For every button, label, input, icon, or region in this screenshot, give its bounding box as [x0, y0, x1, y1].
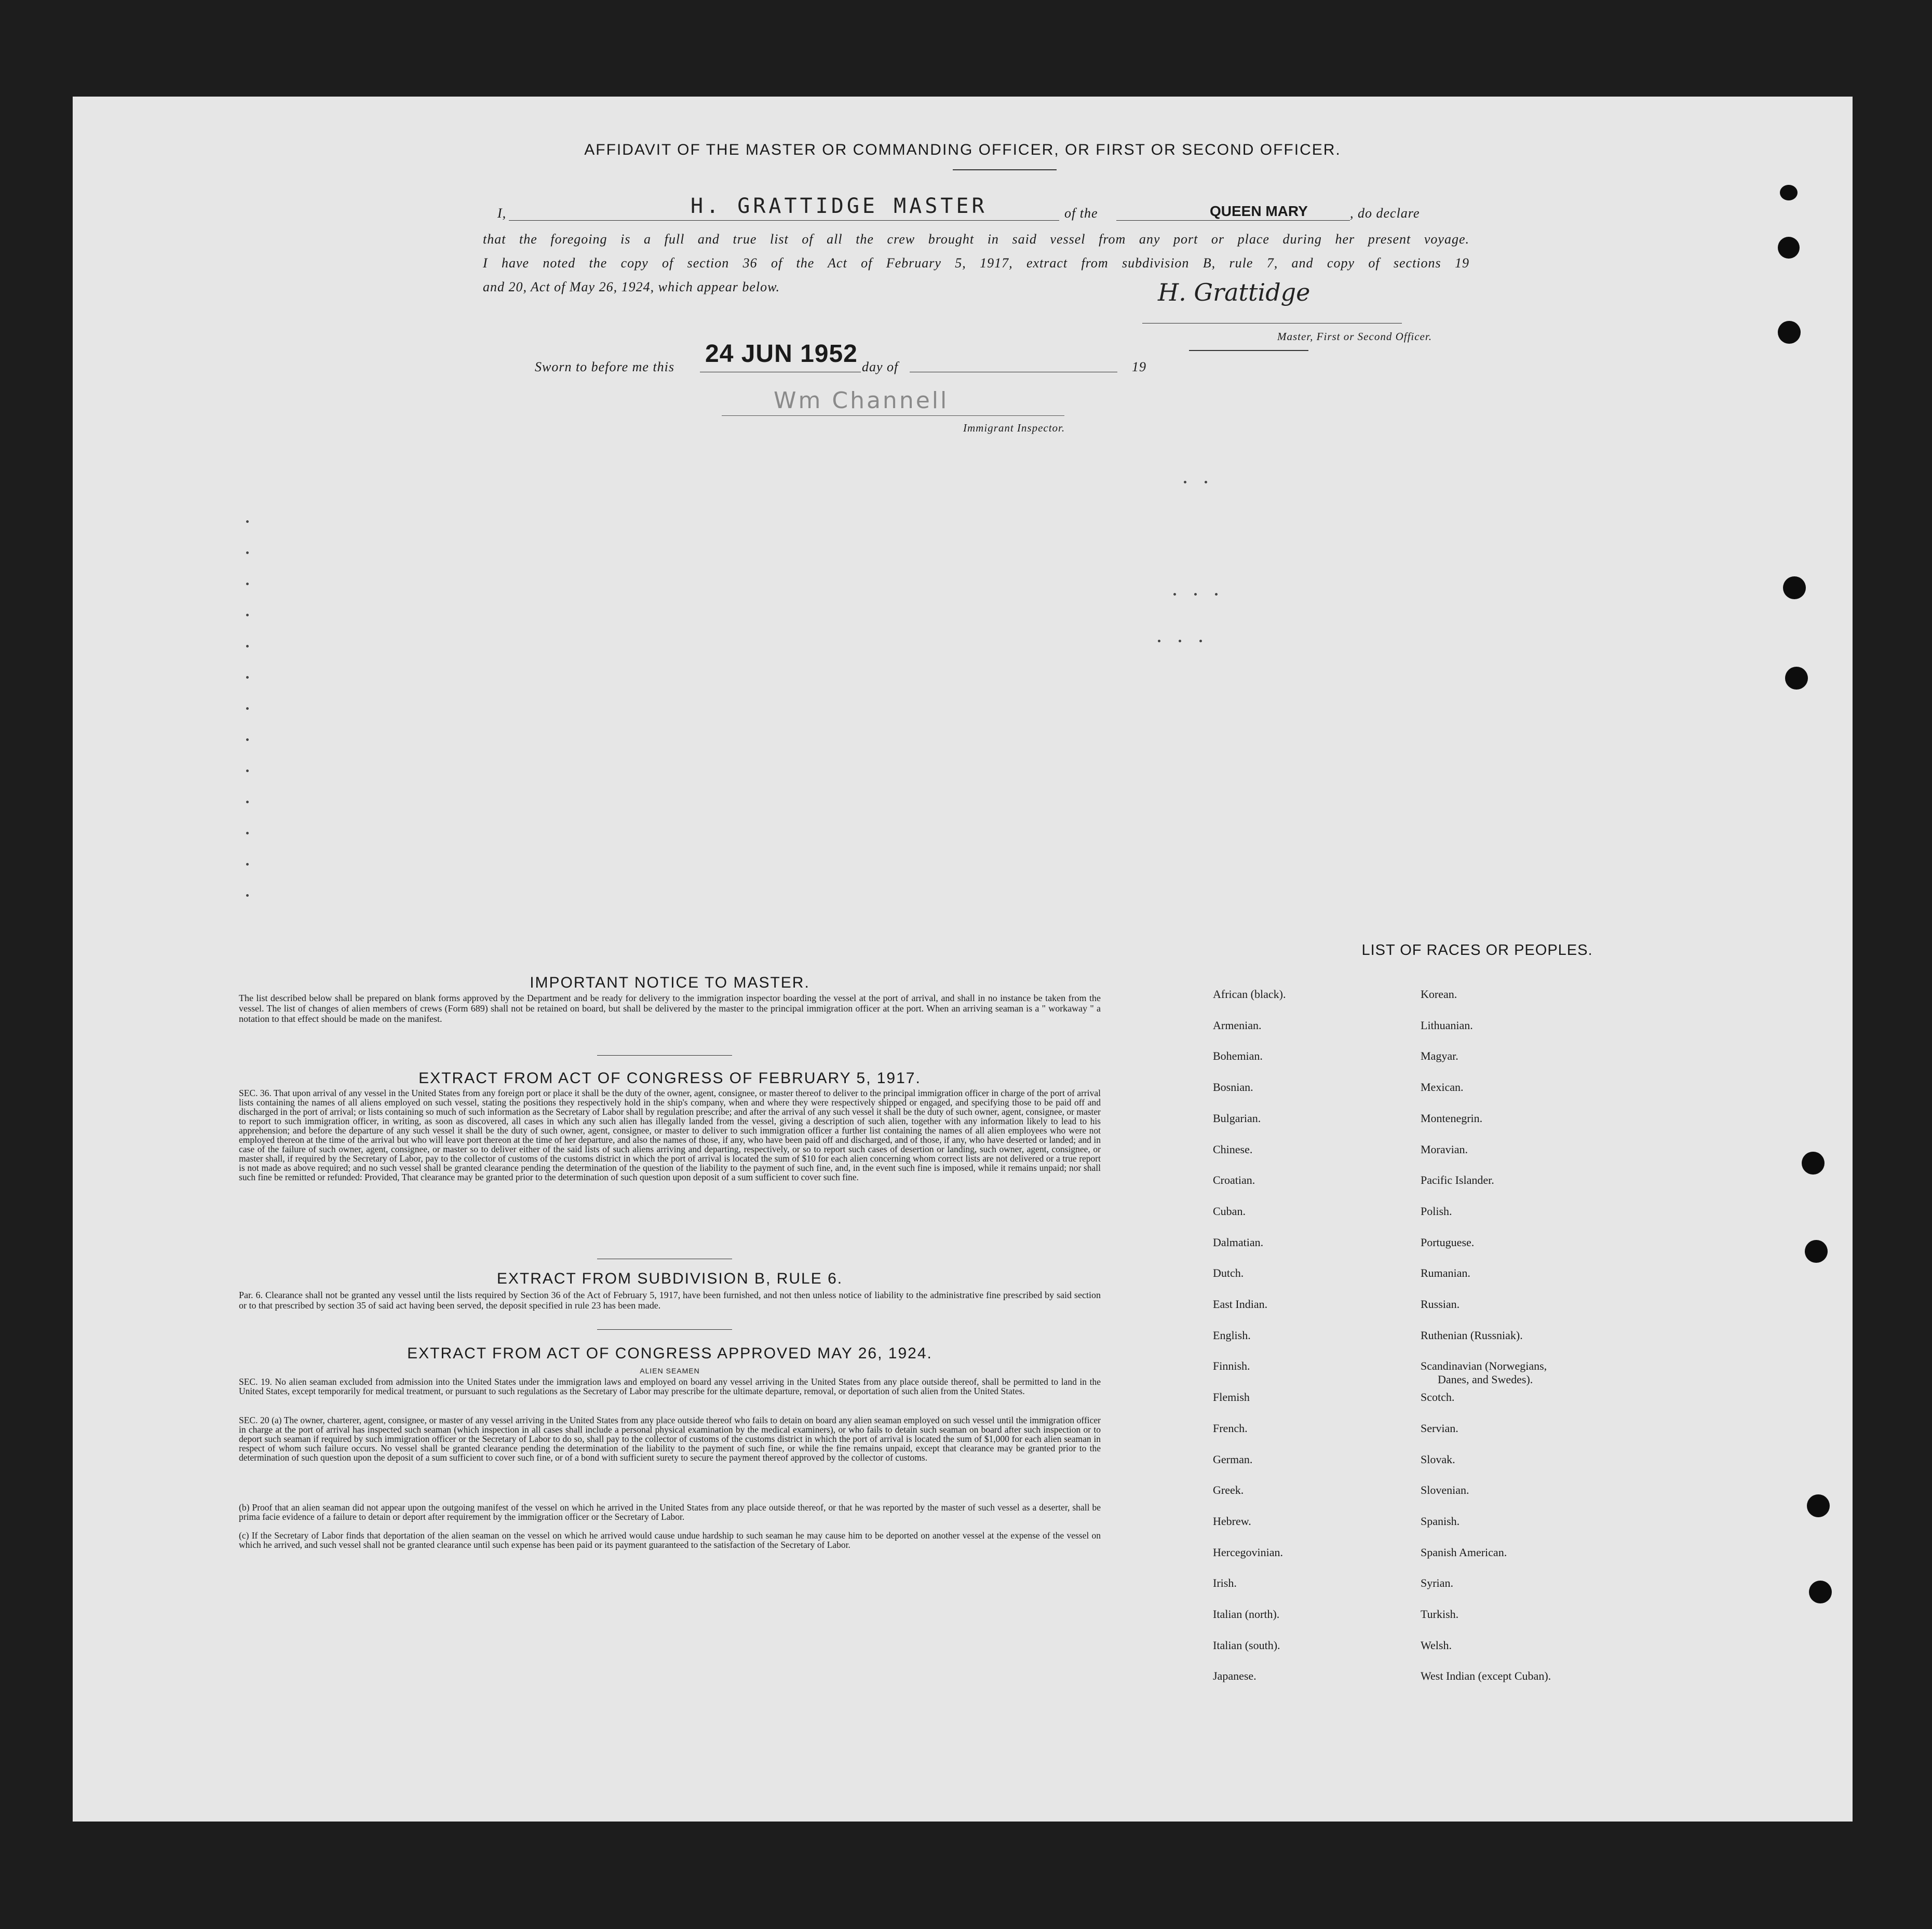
race-item: Greek. [1213, 1483, 1244, 1497]
binder-hole [1809, 1581, 1832, 1603]
race-item: Spanish. [1421, 1514, 1460, 1528]
binder-hole [1778, 321, 1801, 344]
notice-title: IMPORTANT NOTICE TO MASTER. [530, 974, 810, 991]
divider [953, 169, 1057, 170]
document-page [73, 97, 1853, 1822]
race-item: Mexican. [1421, 1081, 1464, 1094]
extract-1924-sec20b: (b) Proof that an alien seaman did not appear upon the outgoing manifest of the vessel on which he arrived in the United States from any place outside thereof, or that he was reported by the master of such vessel as a deserter, shall be prima facie evidence of a failure to detain or deport after requirement by the immigration officer or the Secretary of Labor. [239, 1502, 1101, 1522]
master-name-handwritten: H. GRATTIDGE MASTER [691, 194, 988, 218]
vessel-name: QUEEN MARY [1210, 203, 1308, 219]
race-item: Welsh. [1421, 1638, 1452, 1652]
master-signature: H. Grattidge [1158, 278, 1310, 306]
affidavit-pre-name: I, [497, 206, 507, 221]
race-item: Korean. [1421, 988, 1457, 1001]
race-item: Armenian. [1213, 1018, 1262, 1032]
binder-hole [1807, 1494, 1830, 1517]
race-item: English. [1213, 1328, 1251, 1342]
race-item: West Indian (except Cuban). [1421, 1669, 1551, 1683]
race-item: Croatian. [1213, 1173, 1255, 1187]
sworn-prefix: Sworn to before me this [535, 359, 675, 374]
binder-hole [1802, 1152, 1825, 1175]
extract-1924-sec20a: SEC. 20 (a) The owner, charterer, agent, consignee, or master of any vessel arriving in the United States from any place outside thereof who fails to detain on board any alien seaman employed on such vessel until the immigration officer in charge at the port of arrival has inspected such seaman (which inspection in all cases shall include a personal physical examination by the medical examiners), or who fails to detain such seaman on board after such inspection or to deport such seaman if required by such immigration officer or the Secretary of Labor to do so, shall pay to the collector of customs of the customs district in which the port of arrival is located the sum of $1,000 for each alien seaman in respect of whom such failure occurs. No vessel shall be granted clearance pending the determination of the liability to the payment of such fine, or while the fine remains unpaid, except that clearance may be granted prior to the determination of such question upon the deposit of a sum sufficient to cover such fine, or of a bond with sufficient surety to secure the payment thereof approved by the collector of customs. [239, 1415, 1101, 1463]
affidavit-line-4: and 20, Act of May 26, 1924, which appear below. [483, 279, 780, 294]
race-item: Italian (north). [1213, 1608, 1280, 1621]
extract-rule6-body: Par. 6. Clearance shall not be granted any vessel until the lists required by Section 36 of the Act of February 5, 1917, have been furnished, and not then unless notice of liability to the administrative fine prescribed by said section or to that prescribed by section 35 of said act having been served, the deposit specified in rule 23 has been made. [239, 1290, 1101, 1311]
race-item: African (black). [1213, 988, 1286, 1001]
affidavit-line-2: that the foregoing is a full and true list of all the crew brought in said vessel from any port or place during her present voyage. [483, 232, 1469, 247]
race-item: Bosnian. [1213, 1081, 1253, 1094]
inspector-signature: Wm Channell [774, 387, 949, 414]
of-the-label: of the [1064, 206, 1098, 221]
race-item: Russian. [1421, 1298, 1460, 1311]
race-item: Turkish. [1421, 1608, 1459, 1621]
extract-1917-title: EXTRACT FROM ACT OF CONGRESS OF FEBRUARY 5, 1917. [418, 1070, 921, 1087]
race-item: Hebrew. [1213, 1514, 1251, 1528]
race-item: Irish. [1213, 1576, 1237, 1590]
race-item: French. [1213, 1421, 1248, 1435]
race-item: Bulgarian. [1213, 1111, 1261, 1125]
race-item: Dalmatian. [1213, 1235, 1264, 1249]
extract-1924-subtitle: ALIEN SEAMEN [640, 1367, 700, 1375]
extract-1917-body: SEC. 36. That upon arrival of any vessel in the United States from any foreign port or place it shall be the duty of the owner, agent, consignee, or master thereof to deliver to the principal immigration officer in charge of the port of arrival lists containing the names of all aliens employed on such vessel, stating the positions they respectively hold in the ship's company, when and where they were respectively shipped or engaged, and specifying those to be paid off and discharged in the port of arrival; or lists containing so much of such information as the Secretary of Labor shall by regulation prescribe; and after the arrival of any such vessel it shall be the duty of such owner, agent, consignee, or master to report to such immigration officer, in writing, as soon as discovered, all cases in which any such alien has illegally landed from the vessel, giving a description of such alien, together with any information likely to lead to his apprehension; and before the departure of any such vessel it shall be the duty of such owner, agent, consignee, or master to deliver to such immigration officer a further list containing the names of all alien employees who were not employed thereon at the time of the arrival but who will leave port thereon at the time of her departure, and also the names of those, if any, who have been paid off and discharged, and of those, if any, who have deserted or landed; and in case of the failure of such owner, agent, consignee, or master so to deliver either of the said lists of such aliens arriving and departing, respectively, or so to report such cases of desertion or landing, such owner, agent, consignee, or master shall, if required by the Secretary of Labor, pay to the collector of customs of the customs district in which the port of arrival is located the sum of $10 for each alien concerning whom correct lists are not delivered or a true report is not made as above required; and no such vessel shall be granted clearance pending the determination of the question of the liability to the payment of such fine, and, in the event such fine is imposed, while it remains unpaid; nor shall such fine be remitted or refunded: Provided, That clearance may be granted prior to the determination of such question upon deposit of a sum sufficient to cover such fine. [239, 1088, 1101, 1182]
race-item: Lithuanian. [1421, 1018, 1473, 1032]
notice-body: The list described below shall be prepared on blank forms approved by the Department and be ready for delivery to the immigration inspector boarding the vessel at the port of arrival, and shall in no instance be taken from the vessel. The list of changes of alien members of crews (Form 689) shall not be retained on board, but shall be delivered by the master to the principal immigration officer at the port. When an arriving seaman is a " workaway " a notation to that effect should be made on the manifest. [239, 993, 1101, 1024]
binder-hole [1780, 185, 1798, 200]
race-item: Pacific Islander. [1421, 1173, 1494, 1187]
extract-1924-title: EXTRACT FROM ACT OF CONGRESS APPROVED MAY 26, 1924. [407, 1345, 933, 1362]
race-item: Montenegrin. [1421, 1111, 1483, 1125]
binder-hole [1778, 237, 1800, 259]
race-item: Spanish American. [1421, 1545, 1507, 1559]
race-item: Ruthenian (Russniak). [1421, 1328, 1523, 1342]
race-item: Slovenian. [1421, 1483, 1469, 1497]
race-item: East Indian. [1213, 1298, 1268, 1311]
race-item: Japanese. [1213, 1669, 1257, 1683]
race-item: Moravian. [1421, 1142, 1468, 1156]
affidavit-line-3: I have noted the copy of section 36 of the Act of February 5, 1917, extract from subdivision B, rule 7, and copy of sections 19 [483, 255, 1469, 271]
race-item: Cuban. [1213, 1204, 1246, 1218]
affidavit-title: AFFIDAVIT OF THE MASTER OR COMMANDING OFFICER, OR FIRST OR SECOND OFFICER. [584, 141, 1341, 158]
day-of-label: day of [862, 359, 899, 374]
race-item: Hercegovinian. [1213, 1545, 1283, 1559]
signer-caption: Master, First or Second Officer. [1277, 330, 1432, 343]
race-item: Scandinavian (Norwegians, Danes, and Swedes). [1421, 1359, 1547, 1386]
extract-1924-sec20c: (c) If the Secretary of Labor finds that deportation of the alien seaman on the vessel on which he arrived would cause undue hardship to such seaman he may cause him to be deported on another vessel at the expense of the vessel on which he arrived, and such vessel shall not be granted clearance until such expense has been paid or its payment guaranteed to the satisfaction of the Secretary of Labor. [239, 1530, 1101, 1550]
do-declare-label: , do declare [1350, 206, 1420, 221]
extract-1924-sec19: SEC. 19. No alien seaman excluded from admission into the United States under the immigration laws and employed on board any vessel arriving in the United States from any place outside thereof, shall be permitted to land in the United States, except temporarily for medical treatment, or pursuant to such regulations as the Secretary of Labor may prescribe for the ultimate departure, removal, or deportation of such alien from the United States. [239, 1377, 1101, 1396]
race-item: Portuguese. [1421, 1235, 1475, 1249]
race-item: Dutch. [1213, 1266, 1244, 1280]
binder-hole [1805, 1240, 1828, 1263]
race-item: Polish. [1421, 1204, 1452, 1218]
binder-hole [1783, 576, 1806, 599]
race-item: German. [1213, 1452, 1253, 1466]
race-item: Chinese. [1213, 1142, 1253, 1156]
year-prefix: 19 [1132, 359, 1146, 374]
race-item: Rumanian. [1421, 1266, 1470, 1280]
race-item: Slovak. [1421, 1452, 1455, 1466]
race-item: Italian (south). [1213, 1638, 1280, 1652]
race-item: Flemish [1213, 1391, 1250, 1404]
race-item: Magyar. [1421, 1049, 1458, 1063]
race-item: Bohemian. [1213, 1049, 1263, 1063]
race-item: Scotch. [1421, 1391, 1455, 1404]
date-stamp: 24 JUN 1952 [705, 340, 858, 368]
extract-rule6-title: EXTRACT FROM SUBDIVISION B, RULE 6. [496, 1270, 843, 1287]
race-item: Syrian. [1421, 1576, 1453, 1590]
races-title: LIST OF RACES OR PEOPLES. [1361, 942, 1593, 959]
race-item: Servian. [1421, 1421, 1458, 1435]
inspector-caption: Immigrant Inspector. [963, 422, 1065, 434]
binder-hole [1785, 667, 1808, 690]
race-item: Finnish. [1213, 1359, 1250, 1373]
